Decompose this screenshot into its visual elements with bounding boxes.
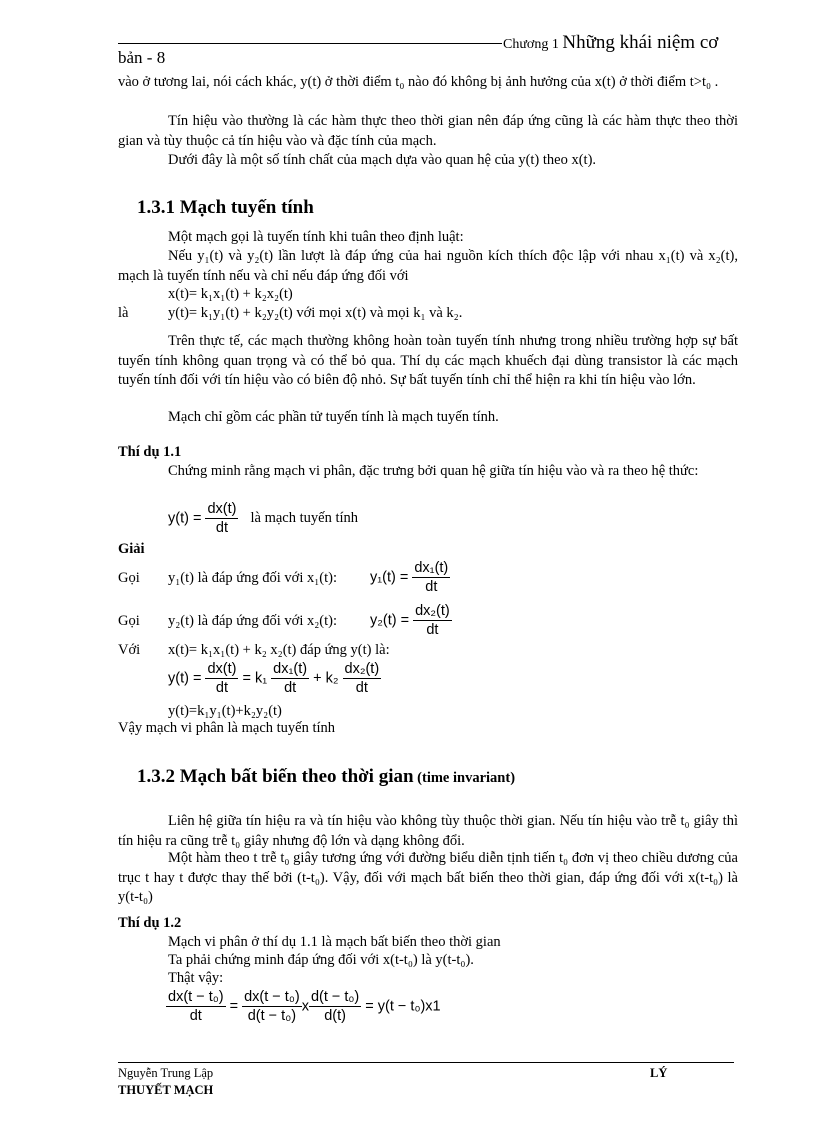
goi-1-text: y₁(t) là đáp ứng đối với x₁(t): bbox=[168, 570, 337, 586]
header-rule bbox=[118, 43, 502, 44]
time-invariance-derivation: $\frac{\text{dx(t − t₀)}}{dt}$ = $\frac{\text{dx(t − t₀)}}{\text{d(t − t₀)}}$ x $\frac{\text{d(t − t₀)}}{d(t)}$ = y(t − t₀)x1 bbox=[168, 989, 441, 1024]
linearity-result: y(t)=k₁y₁(t)+k₂y₂(t) bbox=[168, 703, 282, 719]
sec132-paragraph-2: Một hàm theo t trễ t₀ giây tương ứng với đường biểu diễn tịnh tiến t₀ đơn vị theo chiều dương của trục t hay t được thay thế bởi (t-t₀). Vậy, đối với mạch bất biến theo thời gian, đáp ứng đối với x(t-t₀) là y(t-t₀) bbox=[118, 850, 738, 905]
sec131-paragraph-3: Trên thực tế, các mạch thường không hoàn toàn tuyến tính nhưng trong nhiều trường hợp sự bất tuyến tính không quan trọng và có thể bỏ qua. Thí dụ các mạch khuếch đại dùng transistor là các mạch tuyến tính đối với tín hiệu vào có biên độ nhỏ. Sự bất tuyến tính chỉ thể hiện ra khi tín hiệu vào lớn. bbox=[118, 333, 738, 388]
sec131-paragraph-4: Mạch chỉ gồm các phần tử tuyến tính là mạch tuyến tính. bbox=[168, 409, 499, 425]
intro-paragraph-2: Tín hiệu vào thường là các hàm thực theo thời gian nên đáp ứng cũng là các hàm thực theo thời gian và tùy thuộc cả tín hiệu vào và đặc tính của mạch. bbox=[118, 113, 738, 149]
sec131-equation-x: x(t)= k₁x₁(t) + k₂x₂(t) bbox=[168, 286, 293, 302]
footer-rule bbox=[118, 1062, 734, 1063]
example-1-1-title: Thí dụ 1.1 bbox=[118, 444, 182, 460]
example-1-2-line-1: Mạch vi phân ở thí dụ 1.1 là mạch bất biến theo thời gian bbox=[168, 934, 501, 950]
goi-2-label: Gọi bbox=[118, 613, 140, 629]
voi-label: Với bbox=[118, 642, 141, 658]
example-1-2-line-3: Thật vậy: bbox=[168, 970, 224, 986]
intro-paragraph-3: Dưới đây là một số tính chất của mạch dựa vào quan hệ của y(t) theo x(t). bbox=[168, 152, 597, 168]
footer-book: THUYẾT MẠCH bbox=[118, 1083, 214, 1097]
intro-paragraph-1: vào ở tương lai, nói cách khác, y(t) ở thời điểm t₀ nào đó không bị ảnh hưởng của x(t) ở thời điểm t>t₀ . bbox=[118, 74, 719, 90]
header-chapter: Chương 1 Những khái niệm cơ bbox=[503, 32, 719, 53]
sec131-equation-y: y(t)= k₁y₁(t) + k₂y₂(t) với mọi x(t) và mọi k₁ và k₂. bbox=[168, 305, 463, 321]
example-1-2-line-2: Ta phải chứng minh đáp ứng đối với x(t-t₀) là y(t-t₀). bbox=[168, 952, 474, 968]
footer-author: Nguyễn Trung Lập bbox=[118, 1066, 214, 1080]
goi-1-label: Gọi bbox=[118, 570, 140, 586]
footer-right: LÝ bbox=[650, 1066, 668, 1080]
voi-text: x(t)= k₁x₁(t) + k₂ x₂(t) đáp ứng y(t) là: bbox=[168, 642, 390, 658]
goi-1-formula: y₁(t) = $\frac{\text{dx₁(t)}}{dt}$ bbox=[370, 560, 449, 595]
example-1-1-formula: y(t) = $\frac{dx(t)}{dt}$ là mạch tuyến tính bbox=[168, 501, 359, 536]
section-heading-132: 1.3.2 Mạch bất biến theo thời gian (time invariant) bbox=[137, 766, 516, 787]
header-title-cont: bản - 8 bbox=[118, 48, 166, 67]
goi-2-text: y₂(t) là đáp ứng đối với x₂(t): bbox=[168, 613, 337, 629]
linearity-derivation: y(t) = $\frac{dx(t)}{dt}$ = k₁ $\frac{\text{dx₁(t)}}{dt}$ + k₂ $\frac{\text{dx₂(t)}}{dt}$ bbox=[168, 661, 380, 696]
goi-2-formula: y₂(t) = $\frac{\text{dx₂(t)}}{dt}$ bbox=[370, 603, 450, 638]
sec132-paragraph-1: Liên hệ giữa tín hiệu ra và tín hiệu vào không tùy thuộc thời gian. Nếu tín hiệu vào trễ t₀ giây thì tín hiệu ra cũng trễ t₀ giây nhưng độ lớn và dạng không đổi. bbox=[118, 813, 738, 849]
sec131-la: là bbox=[118, 305, 129, 321]
solution-label: Giải bbox=[118, 541, 145, 557]
example-1-2-title: Thí dụ 1.2 bbox=[118, 915, 182, 931]
sec131-paragraph-1: Một mạch gọi là tuyến tính khi tuân theo định luật: bbox=[168, 229, 464, 245]
sec131-paragraph-2: Nếu y₁(t) và y₂(t) lần lượt là đáp ứng của hai nguồn kích thích độc lập với nhau x₁(t) và x₂(t), mạch là tuyến tính nếu và chỉ nếu đáp ứng đối với bbox=[118, 248, 738, 284]
section-heading-131: 1.3.1 Mạch tuyến tính bbox=[137, 197, 314, 218]
example-1-1-conclusion: Vậy mạch vi phân là mạch tuyến tính bbox=[118, 720, 336, 736]
example-1-1-statement: Chứng minh rằng mạch vi phân, đặc trưng bởi quan hệ giữa tín hiệu vào và ra theo hệ thức: bbox=[168, 463, 699, 479]
